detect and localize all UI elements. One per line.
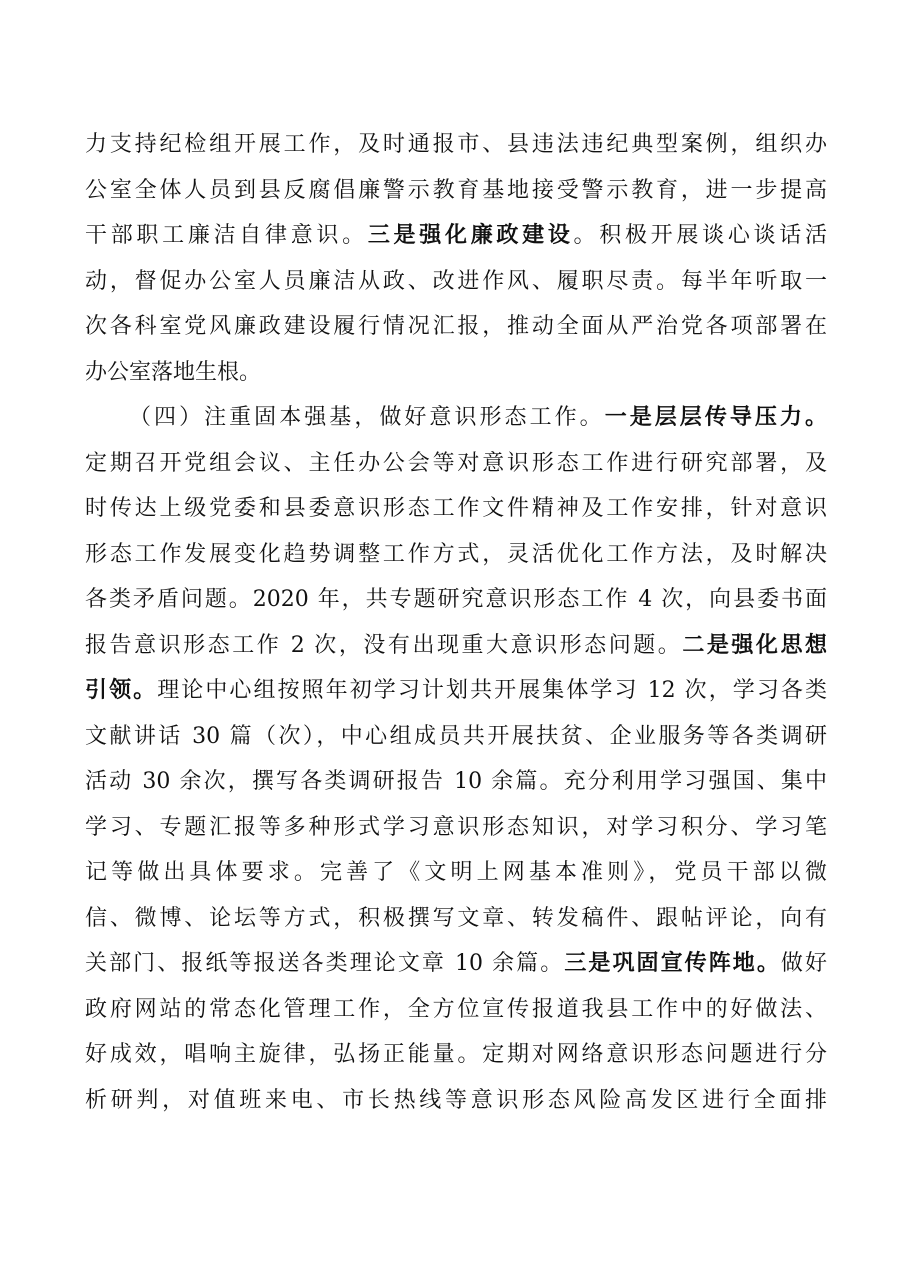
text-segment: 理论中心组按照年初学习计划共开展集体学习 12 次，学习各类: [157, 678, 827, 703]
text-segment: 析研判，对值班来电、市长热线等意识形态风险高发区进行全面排: [85, 1087, 827, 1113]
text-segment: 。积极开展谈心谈话活: [573, 223, 827, 248]
text-line: [85, 759, 827, 805]
text-segment: 记等做出具体要求。完善了《文明上网基本准则》，党员干部以微: [85, 860, 827, 885]
bold-heading-phrase: 二是强化思想: [682, 631, 827, 658]
text-segment: 信、微博、论坛等方式，积极撰写文章、转发稿件、跟帖评论，向有: [85, 905, 827, 931]
text-segment: 公室全体人员到县反腐倡廉警示教育基地接受警示教育，进一步提高: [85, 177, 827, 203]
text-line: [85, 304, 827, 350]
text-line: [85, 532, 827, 578]
text-segment: 政府网站的常态化管理工作，全方位宣传报道我县工作中的好做法、: [85, 996, 827, 1022]
text-line: [85, 168, 827, 214]
text-line: [85, 577, 827, 623]
text-line: [85, 805, 827, 851]
text-segment: 动，督促办公室人员廉洁从政、改进作风、履职尽责。每半年听取一: [85, 268, 827, 294]
text-line: [85, 896, 827, 942]
text-segment: 办公室落地生根。: [85, 359, 262, 385]
text-line: [85, 122, 827, 168]
text-line: [85, 350, 827, 396]
text-line: [85, 623, 827, 669]
text-segment: （四）注重固本强基，做好意识形态工作。: [129, 405, 605, 430]
bold-heading-phrase: 三是强化廉政建设: [367, 222, 574, 248]
text-segment: 报告意识形态工作 2 次，没有出现重大意识形态问题。: [85, 632, 683, 658]
text-line: [85, 850, 827, 896]
text-segment: 文献讲话 30 篇（次），中心组成员共开展扶贫、企业服务等各类调研: [85, 723, 827, 749]
text-line: [85, 714, 827, 760]
text-line: [85, 987, 827, 1033]
text-segment: 次各科室党风廉政建设履行情况汇报，推动全面从严治党各项部署在: [85, 314, 827, 339]
bold-heading-phrase: 引领。: [85, 677, 158, 703]
text-segment: 形态工作发展变化趋势调整工作方式，灵活优化工作方法，及时解决: [85, 541, 827, 567]
text-segment: 定期召开党组会议、主任办公会等对意识形态工作进行研究部署，及: [85, 450, 827, 476]
text-segment: 干部职工廉洁自律意识。: [85, 223, 368, 248]
text-segment: 好成效，唱响主旋律，弘扬正能量。定期对网络意识形态问题进行分: [85, 1042, 827, 1067]
text-line: [85, 941, 827, 987]
text-segment: 时传达上级党委和县委意识形态工作文件精神及工作安排，针对意识: [85, 496, 827, 521]
text-line: [85, 1078, 827, 1124]
bold-heading-phrase: 一是层层传导压力。: [604, 404, 827, 430]
text-segment: 关部门、报纸等报送各类理论文章 10 余篇。: [85, 951, 565, 976]
text-segment: 活动 30 余次，撰写各类调研报告 10 余篇。充分利用学习强国、集中: [85, 769, 827, 794]
text-segment: 力支持纪检组开展工作，及时通报市、县违法违纪典型案例，组织办: [85, 132, 827, 157]
text-line: [85, 213, 827, 259]
text-line: [85, 441, 827, 487]
text-line: [85, 486, 827, 532]
text-segment: 做好: [780, 951, 827, 976]
document-body-text: [85, 122, 827, 1123]
text-line: [85, 1032, 827, 1078]
bold-heading-phrase: 三是巩固宣传阵地。: [564, 950, 781, 976]
text-segment: 学习、专题汇报等多种形式学习意识形态知识，对学习积分、学习笔: [85, 814, 827, 840]
text-line: [85, 259, 827, 305]
text-segment: 各类矛盾问题。2020 年，共专题研究意识形态工作 4 次，向县委书面: [85, 587, 827, 612]
text-line: [85, 668, 827, 714]
text-line: [85, 395, 827, 441]
